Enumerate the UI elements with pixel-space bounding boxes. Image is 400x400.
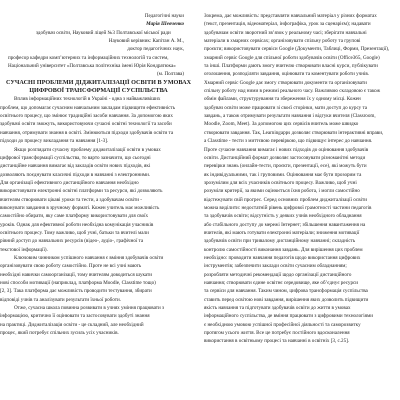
paragraph-line: інформаційного суспільства, де вміння працювати з цифровими технологіями: [204, 313, 373, 320]
paragraph-line: Зокрема, дає можливість: представляти навчальний матеріал у різних форматах: [204, 13, 377, 19]
paragraph-line: інформацією, критично її оцінювати та застосовувати здобуті знання: [0, 313, 150, 320]
paragraph-line: текстової інформації).: [0, 246, 48, 253]
paragraph-line: самостійно обирати, яку саме платформу використовувати для своїх: [0, 213, 149, 220]
paragraph-line: якість навчання та підготувати здобувачів освіти до життя в умовах: [204, 305, 351, 312]
paragraph-line: здобувач освіти може працювати зі своєї сторінки, мати доступ до курсу та: [204, 104, 368, 111]
paragraph-line: та сервіси для навчання. Таким чином, цифрова трансформація суспільства: [204, 288, 368, 295]
paragraph-line: рівний доступ до навчальних ресурсів (відео-, аудіо-, графічної та: [0, 238, 144, 245]
paragraph-line: розуміли критерії, за якими оцінюється їхня робота, і могли самостійно: [204, 188, 360, 195]
paragraph-line: освітнього процесу, що змінює традиційні засоби навчання. За допомогою яких: [0, 113, 173, 120]
paragraph-line: обмін файлами, структурування та збереження їх у одному місці. Кожен: [204, 96, 361, 103]
paragraph-line: здобувачам освіти зворотний зв’язок у реальному часі; зберігати навчальні: [204, 29, 367, 36]
paragraph-line: навчання, отримувати знання в освіті. Змінюються підходи здобувачів освіти та: [0, 129, 174, 136]
paragraph-line: здобувачі освіти зможуть, використовуючи сучасні освітні технології та засоби: [0, 121, 172, 128]
paragraph-line: розробляти методичні рекомендації щодо організації дистанційного: [204, 271, 352, 278]
paragraph-line: вчителям створювати цікаві уроки та тести, а здобувачам освіти -: [0, 196, 142, 203]
paragraph-line: створювати завдання. Так, Learningapps дозволяє створювати інтерактивні вправи,: [204, 129, 384, 136]
section-label: Педагогічні науки: [144, 13, 184, 19]
left-column: [0, 12, 197, 337]
adviser-university: Національний університет «Полтавська політехніка імені Юрія Кондратюка»: [8, 63, 176, 70]
paragraph-line: нові способи мотивації (наприклад, платформа Moodle, Classtime тощо): [0, 280, 156, 286]
paragraph-line: Вплив інформаційних технологій в Україні - одна з найважливіших: [14, 96, 161, 103]
paragraph-line: використовувати електронні освітні платформи та ресурси, які дозволяють: [0, 188, 163, 195]
adviser-degree: доктор педагогічних наук,: [127, 46, 184, 53]
paragraph-line: [2, 3]. Така платформа дає можливість проводити тестування, збирати: [0, 288, 152, 295]
paragraph-line: на практиці. Диджиталізація освіти - це складний, але необхідний: [0, 321, 144, 328]
paragraph-line: процес, який потребує спільних зусиль усіх учасників.: [0, 330, 119, 337]
paragraph-line: дистанційне навчання вимагає від закладів освіти нових підходів, які: [0, 163, 151, 170]
paragraph-line: проблем, що допомагає сучасним навчальним закладам підвищити ефективність: [0, 104, 176, 111]
right-column: [204, 12, 400, 346]
paragraph-line: необхідно: проводити навчання педагогів щодо використання цифрових: [204, 254, 361, 261]
paragraph-line: підходи до процесу викладання та навчання [1-3].: [0, 138, 109, 145]
paragraph-line: як індивідуальними, так і груповими. Оцінювання має бути прозорим та: [204, 171, 362, 178]
paragraph-line: оголошення, розподіляти завдання, оцінювати та коментувати роботи учнів.: [204, 71, 370, 78]
paragraph-line: відповіді учнів та аналізувати результати їхньої роботи.: [0, 296, 121, 303]
city: (м. Полтава): [156, 71, 184, 78]
paragraph-line: спільну роботу над ними в режимі реального часу. Важливою складовою є також: [204, 88, 381, 95]
paragraph-line: організовувати свою роботу самостійно. Проте не всі учні мають: [0, 263, 142, 270]
paragraph-line: є необхідною умовою успішної професійної діяльності та саморозвитку: [204, 321, 361, 328]
paragraph-line: здобувачів освіти при тривалому дистанційному навчанні; складність: [204, 238, 356, 245]
paragraph-line: інструментів; забезпечити заклади освіти сучасним обладнанням;: [204, 263, 347, 270]
paragraph-line: навчання; створювати єдине освітнє середовище, яке об’єднує ресурси: [204, 280, 358, 286]
paragraph-line: та інші. Платформи дають змогу вчителю створювати власні курси, публікувати: [204, 63, 378, 70]
paragraph-line: або стабільного доступу до мережі Інтернет; збільшення навантаження на: [204, 221, 366, 228]
paragraph-line: перевірки знань (онлайн-тести, проєкти, презентації, есе), які можуть бути: [204, 163, 367, 170]
paragraph-line: протягом усього життя. Все це потребує постійного вдосконалення: [204, 330, 350, 337]
paragraph-line: відстежувати свій прогрес. Серед основних проблем диджиталізації освіти: [204, 196, 367, 203]
author-affiliation: здобувач освіти, Науковий ліцей №3 Полтавської міської ради: [36, 29, 171, 36]
paragraph-line: Отже, сучасна школа повинна розвивати в учнях уміння працювати з: [14, 305, 164, 312]
paragraph-line: ставить перед освітою нові завдання, вирішення яких дозволить підвищити: [204, 296, 369, 303]
paragraph-line: використання в освітньому процесі та навчанні в освітніх [3, с.25].: [204, 338, 350, 345]
article-title-line-1: СУЧАСНІ ПРОБЛЕМИ ДІДЖИТАЛІЗАЦІЇ ОСВІТИ В УМОВАХ: [5, 78, 192, 86]
paragraph-line: Moodle, Zoom, Meet). За допомогою цих сервісів вчитель може швидко: [204, 121, 359, 128]
scientific-adviser: Науковий керівник: Капітан А. М.,: [108, 38, 184, 45]
paragraph-line: Проте сучасне навчання вимагає і нових підходів до оцінювання здобувачів: [204, 146, 369, 153]
paragraph-line: проєкти; використовувати сервіси Google (Документи, Таблиці, Форми, Презентації),: [204, 46, 390, 53]
paragraph-line: матеріали в хмарних сервісах; організовувати спільну роботу та групові: [204, 38, 361, 45]
paragraph-line: цифрової трансформації суспільства, то варто зазначити, що сьогодні: [0, 154, 151, 161]
paragraph-line: Хмарний сервіс Google дає змогу створювати документи та організовувати: [204, 79, 367, 86]
paragraph-line: дозволяють поєднувати класичні підходи в навчанні з електронними.: [0, 171, 151, 178]
paragraph-line: зрозумілим для всіх учасників освітнього процесу. Важливо, щоб учні: [204, 179, 357, 186]
paragraph-line: можна виділити: недостатній рівень цифрової грамотності частини педагогів: [204, 204, 372, 211]
author-name: Марія Шевченко: [146, 21, 184, 28]
article-title-line-2: ЦИФРОВОЇ ТРАНСФОРМАЦІЇ СУСПІЛЬСТВА: [29, 87, 168, 95]
paragraph-line: освіти. Дистанційний формат дозволяє застосовувати різноманітні методи: [204, 154, 366, 161]
paragraph-line: контролю самостійності виконання завдань. Для вирішення цих проблем: [204, 246, 363, 253]
paragraph-line: уроків. Однак для ефективної роботи необхідна комунікація учасників: [0, 221, 154, 228]
paragraph-line: освітнього процесу. Тому важливо, щоб учні, батьки та вчителі мали: [0, 229, 149, 236]
paragraph-line: завдань, а також отримувати результати навчання і відгуки вчителя (Classroom,: [204, 113, 376, 120]
paragraph-line: виконувати завдання в зручному форматі. Кожен учитель має можливість: [0, 204, 160, 211]
paragraph-line: Ключовим чинником успішного навчання є вміння здобувачів освіти: [14, 254, 164, 261]
paragraph-line: хмарний сервіс Google для спільної роботи здобувачів освіти (Office365, Google): [204, 54, 380, 61]
paragraph-line: вчителів, які мають готувати електронні матеріали; зниження мотивації: [204, 229, 360, 236]
paragraph-line: а Classtime - тести з миттєвою перевіркою, що підвищує інтерес до навчання.: [204, 138, 373, 145]
paragraph-line: Для організації ефективного дистанційного навчання необхідно: [0, 179, 139, 186]
paragraph-line: необхідні навички самоорганізації, тому вчителям доводиться шукати: [0, 271, 152, 278]
paragraph-line: та здобувачів освіти; відсутність у деяких учнів необхідного обладнання: [204, 213, 362, 220]
adviser-position: професор кафедри комп’ютерних та інформаційних технологій та систем,: [8, 54, 169, 61]
paragraph-line: (текст, презентація, відеоматеріал, інфографіка, урок за сценарієм); надавати: [204, 21, 371, 28]
paragraph-line: Якщо розглядати сучасну проблему диджиталізації освіти в умовах: [14, 146, 161, 153]
